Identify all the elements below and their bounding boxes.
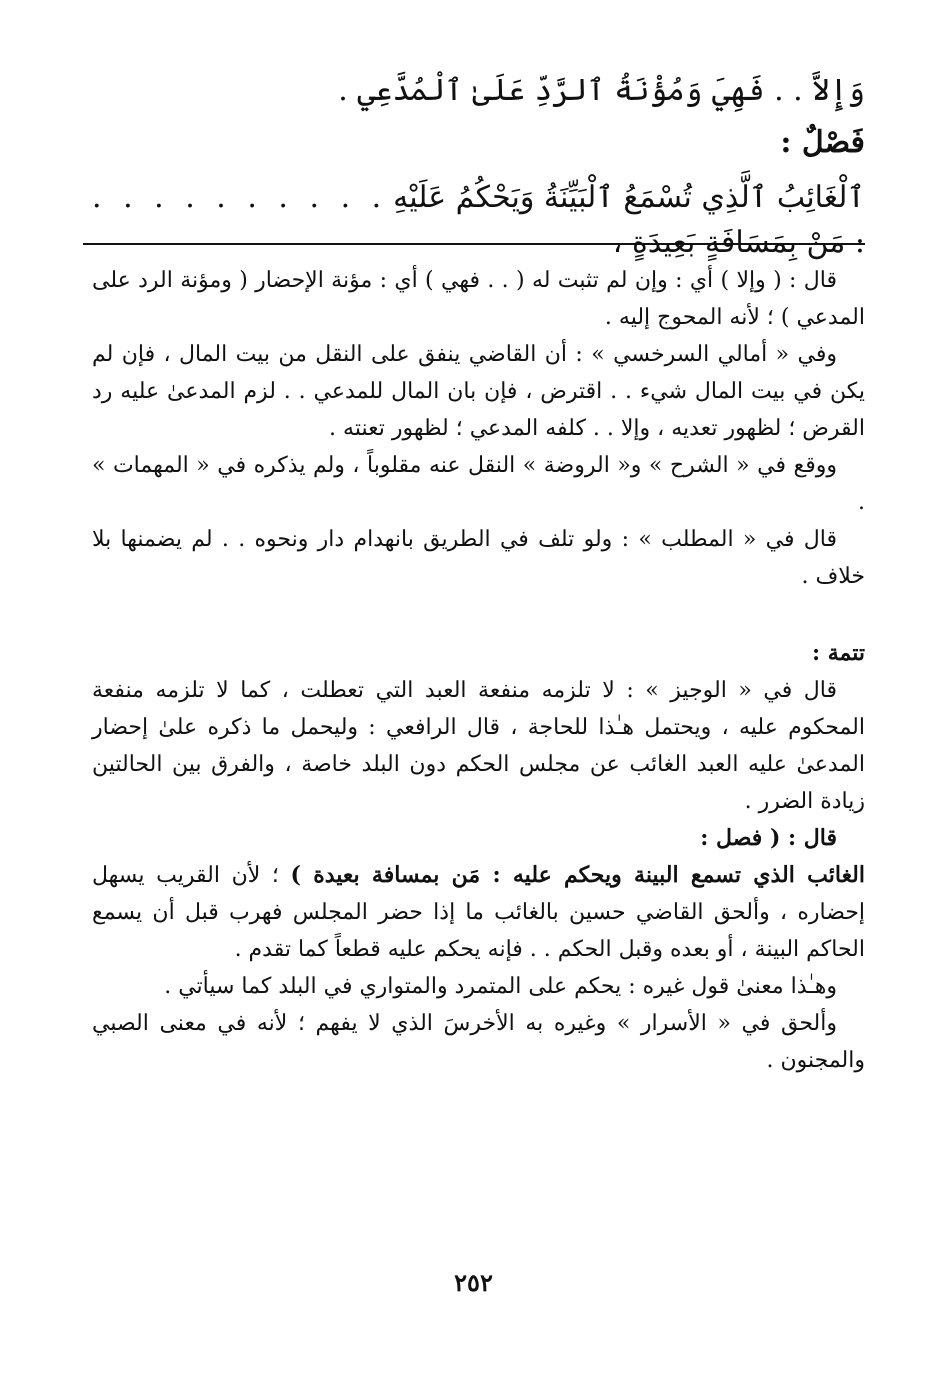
tatimma-heading (92, 635, 865, 672)
fasl-quote: قال : ( فصل : (700, 825, 837, 851)
commentary-paragraph-9: وألحق في « الأسرار » وغيره به الأخرسَ الذي لا يفهم ؛ لأنه في معنى الصبي والمجنون . (92, 1011, 865, 1073)
footnote-divider (83, 243, 865, 245)
matn-line-3-text: ٱلْغَائِبُ ٱلَّذِي تُسْمَعُ ٱلْبَيِّنَةُ وَيَحْكُمُ عَلَيْهِ : مَنْ بِمَسَافَةٍ بَعِيدَةٍ ، (393, 180, 865, 260)
matn-line-3 (92, 175, 865, 265)
matn-quote: الغائب الذي تسمع البينة ويحكم عليه : مَن بمسافة بعيدة ) (290, 862, 865, 888)
commentary (92, 262, 865, 1079)
page-number: ٢٥٢ (454, 1268, 493, 1297)
commentary-paragraph-2: وفي « أمالي السرخسي » : أن القاضي ينفق على النقل من بيت المال ، فإن لم يكن في بيت المال شيء . . اقترض ، فإن بان المال للمدعي . . لزم المدعىٰ عليه رد القرض ؛ لظهور تعديه ، وإلا . . كلفه المدعي ؛ لظهور تعنته . (92, 342, 865, 441)
commentary-paragraph-7-rest: ؛ لأن القريب يسهل إحضاره ، وألحق القاضي حسين بالغائب ما إذا حضر المجلس فهرب قبل أن يسمع الحاكم البينة ، أو بعده وقبل الحكم . . فإنه يحكم عليه قطعاً كما تقدم . (92, 863, 865, 962)
fasl-heading: فَصْلٌ : (780, 125, 865, 160)
commentary-paragraph-6 (92, 820, 865, 857)
commentary-paragraph-7 (92, 857, 865, 968)
matn-line-1: وَإِلاَّ . . فَهِيَ وَمُؤْنَةُ ٱلرَّدِّ عَلَىٰ ٱلْمُدَّعِي . (338, 73, 865, 108)
commentary-paragraph-5: قال في « الوجيز » : لا تلزمه منفعة العبد التي تعطلت ، كما لا تلزمه منفعة المحكوم عليه ، ويحتمل هـٰذا للحاجة ، قال الرافعي : وليحمل ما ذكره علىٰ إحضار المدعىٰ عليه العبد الغائب عن مجلس الحكم دون البلد خاصة ، والفرق بين الحالتين زيادة الضرر . (92, 678, 865, 814)
commentary-paragraph-8: وهـٰذا معنىٰ قول غيره : يحكم على المتمرد والمتواري في البلد كما سيأتي . (164, 974, 837, 999)
paragraph-gap (92, 595, 865, 635)
tatimma-label: تتمة : (811, 640, 865, 666)
commentary-paragraph-4: قال في « المطلب » : ولو تلف في الطريق بانهدام دار ونحوه . . لم يضمنها بلا خلاف . (92, 527, 865, 589)
matn-line-3-dots: . . . . . . . . . . (92, 180, 388, 215)
commentary-paragraph-1: قال : ( وإلا ) أي : وإن لم تثبت له ( . . فهي ) أي : مؤنة الإحضار ( ومؤنة الرد على المدعي ) ؛ لأنه المحوج إليه . (92, 268, 865, 330)
commentary-paragraph-3: ووقع في « الشرح » و« الروضة » النقل عنه مقلوباً ، ولم يذكره في « المهمات » . (92, 453, 865, 515)
